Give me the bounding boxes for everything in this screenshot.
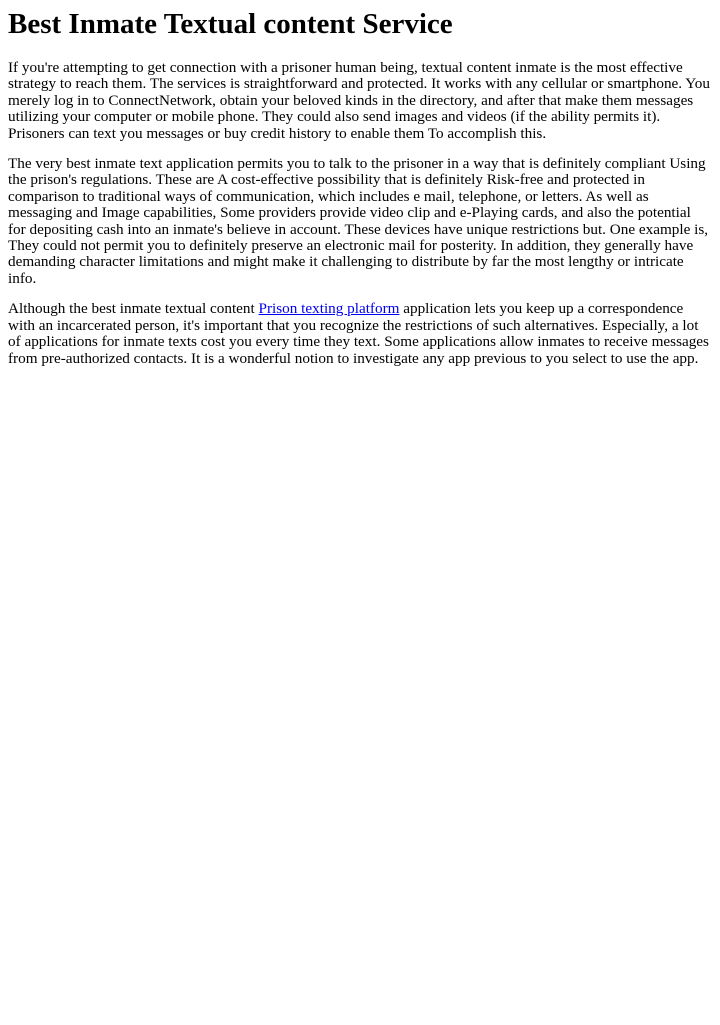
paragraph-restrictions-text-start: Although the best inmate textual content — [8, 300, 259, 318]
paragraph-intro: If you're attempting to get connection with a prisoner human being, textual content inmate is the most effective strategy to reach them. The services is straightforward and protected. It works with any cellular or smartphone. You merely log in to ConnectNetwork, obtain your beloved kinds in the directory, and after that make them messages utilizing your computer or mobile phone. They could also send images and videos (if the ability permits it). Prisoners can text you messages or buy credit history to enable them To accomplish this. — [8, 59, 710, 142]
article — [0, 8, 712, 367]
page-title: Best Inmate Textual content Service — [8, 8, 453, 40]
paragraph-restrictions-text-end: application lets you keep up a correspondence with an incarcerated person, it's important that you recognize the restrictions of such alternatives. Especially, a lot of applications for inmate texts cost you every time they text. Some applications allow inmates to receive messages from pre-authorized contacts. It is a wonderful notion to investigate any app previous to you select to use the app. — [8, 300, 709, 367]
paragraph-restrictions — [8, 301, 712, 367]
paragraph-best-app: The very best inmate text application permits you to talk to the prisoner in a way that is definitely compliant Using the prison's regulations. These are A cost-effective possibility that is definitely Risk-free and protected in comparison to traditional ways of communication, which includes e mail, telephone, or letters. As well as messaging and Image capabilities, Some providers provide video clip and e-Playing cards, and also the potential for depositing cash into an inmate's believe in account. These devices have unique restrictions but. One example is, They could not permit you to definitely preserve an electronic mail for posterity. In addition, they generally have demanding character limitations and might make it challenging to distribute by far the most lengthy or intricate info. — [8, 155, 709, 287]
prison-texting-platform-link[interactable]: Prison texting platform — [258, 300, 400, 318]
